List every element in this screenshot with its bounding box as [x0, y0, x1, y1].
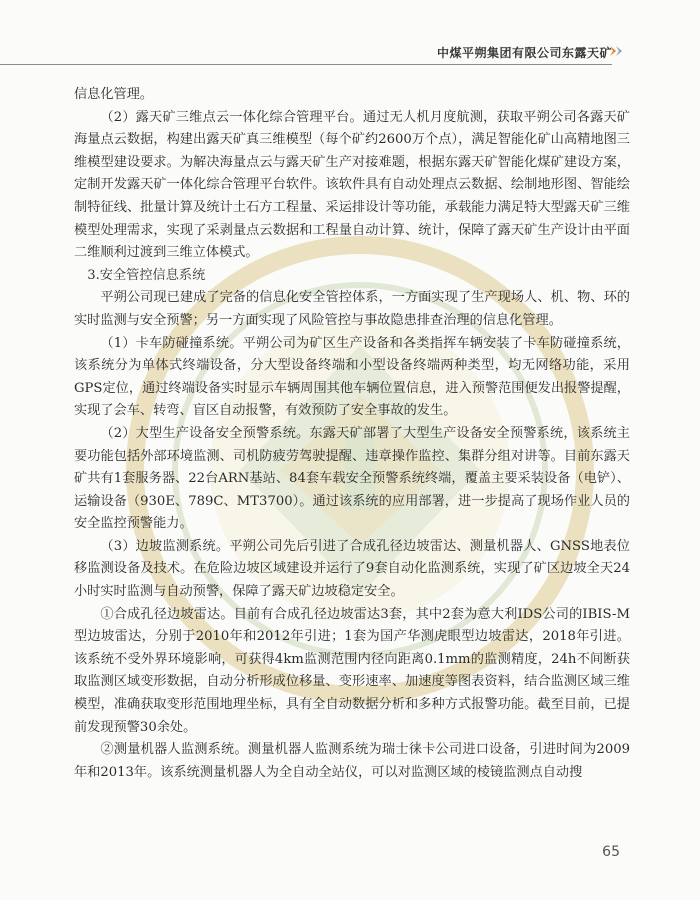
paragraph: ②测量机器人监测系统。测量机器人监测系统为瑞士徕卡公司进口设备，引进时间为2009年和2013年。该系统测量机器人为全自动全站仪，可以对监测区域的棱镜监测点自动搜	[74, 742, 630, 780]
paragraph: 平朔公司现已建成了完备的信息化安全管控体系，一方面实现了生产现场人、机、物、环的实时监测与安全预警；另一方面实现了风险管控与事故隐患排查治理的信息化管理。	[74, 290, 630, 328]
company-logo-icon	[610, 44, 624, 58]
document-body	[74, 84, 630, 784]
paragraph: （2）大型生产设备安全预警系统。东露天矿部署了大型生产设备安全预警系统，该系统主要功能包括外部环境监测、司机防疲劳驾驶提醒、违章操作监控、集群分组对讲等。目前东露天矿共有1套服务器、22台ARN基站、84套车载安全预警系统终端，覆盖主要采装设备（电铲）、运输设备（930E、789C、MT3700）。通过该系统的应用部署，进一步提高了现场作业人员的安全监控预警能力。	[74, 425, 630, 532]
page-number: 65	[602, 844, 620, 860]
paragraph: （3）边坡监测系统。平朔公司先后引进了合成孔径边坡雷达、测量机器人、GNSS地表位移监测设备及技术。在危险边坡区域建设并运行了9套自动化监测系统，实现了矿区边坡全天24小时实时监测与自动预警，保障了露天矿边坡稳定安全。	[74, 538, 630, 600]
header-title: 中煤平朔集团有限公司东露天矿	[436, 46, 612, 60]
paragraph: （2）露天矿三维点云一体化综合管理平台。通过无人机月度航测，获取平朔公司各露天矿海量点云数据，构建出露天矿真三维模型（每个矿约2600万个点），满足智能化矿山高精地图三维模型建设要求。为解决海量点云与露天矿生产对接难题，根据东露天矿智能化煤矿建设方案，定制开发露天矿一体化综合管理平台软件。该软件具有自动处理点云数据、绘制地形图、智能绘制特征线、批量计算及统计土石方工程量、采运排设计等功能，承载能力满足特大型露天矿三维模型处理需求，实现了采剥量点云数据和工程量自动计算、统计，保障了露天矿生产设计由平面二维顺利过渡到三维立体模式。	[74, 109, 630, 261]
page-header	[0, 0, 700, 60]
paragraph: 信息化管理。	[74, 87, 154, 102]
paragraph: ①合成孔径边坡雷达。目前有合成孔径边坡雷达3套，其中2套为意大利IDS公司的IBIS-M型边坡雷达，分别于2010年和2012年引进；1套为国产华测虎眼型边坡雷达，2018年引进。该系统不受外界环境影响，可获得4km监测范围内径向距离0.1mm的监测精度，24h不间断获取监测区域变形数据，自动分析形成位移量、变形速率、加速度等图表资料，结合监测区域三维模型，准确获取变形范围地理坐标，具有全自动数据分析和多种方式报警功能。截至目前，已提前发现预警30余处。	[74, 606, 630, 735]
section-heading: 3.安全管控信息系统	[87, 267, 206, 283]
paragraph: （1）卡车防碰撞系统。平朔公司为矿区生产设备和各类指挥车辆安装了卡车防碰撞系统，该系统分为单体式终端设备，分大型设备终端和小型设备终端两种类型，均无网络功能，采用GPS定位，通过终端设备实时显示车辆周围其他车辆位置信息，进入预警范围便发出报警提醒，实现了会车、转弯、盲区自动报警，有效预防了安全事故的发生。	[74, 335, 630, 419]
header-rule	[0, 64, 612, 65]
